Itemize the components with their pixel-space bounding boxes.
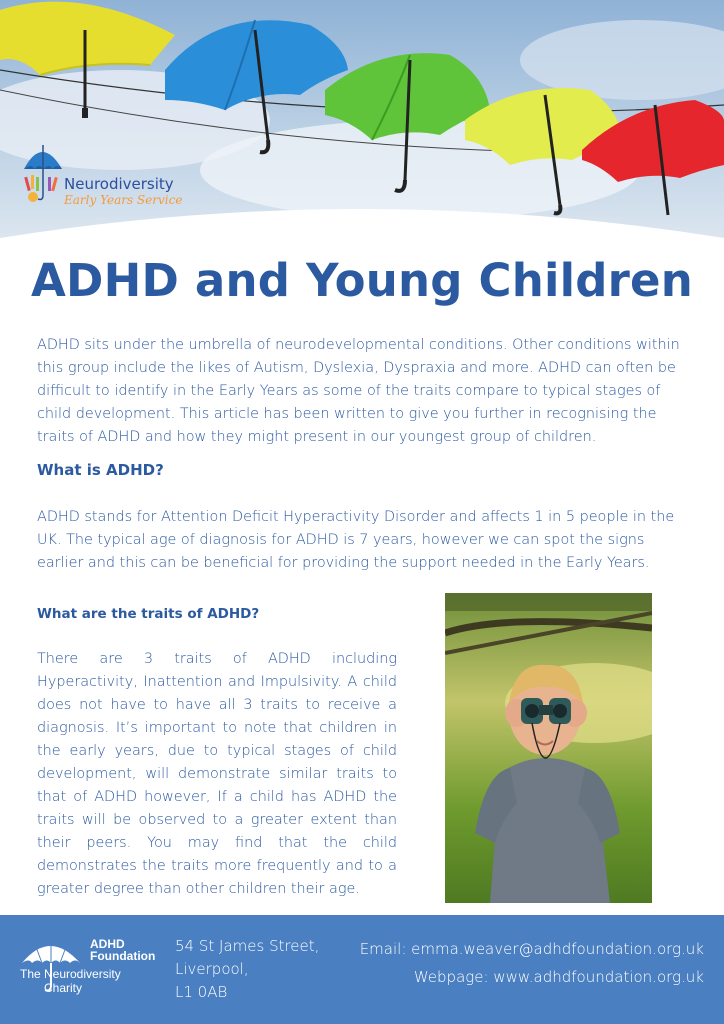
- footer-contact: [360, 935, 704, 991]
- footer-logo-neurodiversity: Neurodiversity: [44, 967, 121, 981]
- footer-address: [175, 935, 319, 1004]
- webpage-link[interactable]: Webpage: www.adhdfoundation.org.uk: [413, 968, 704, 986]
- email-link[interactable]: Email: emma.weaver@adhdfoundation.org.uk: [359, 940, 704, 958]
- what-is-adhd-paragraph: ADHD stands for Attention Deficit Hyperactivity Disorder and affects 1 in 5 people in the UK. The typical age of diagnosis for ADHD is 7 years, however we can spot the signs earlier and this can be beneficial for providing the support needed in the Early Years.: [37, 509, 675, 571]
- header-banner: [0, 0, 724, 250]
- intro-paragraph: ADHD sits under the umbrella of neurodevelopmental conditions. Other conditions within this group include the likes of Autism, Dyslexia, Dyspraxia and more. ADHD can often be difficult to identify in the Early Years as some of the traits compare to typical stages of child development. This article has been written to give you further in recognising the traits of ADHD and how they might present in our youngest group of children.: [37, 337, 680, 445]
- neurodiversity-logo: [20, 135, 220, 215]
- address-line: Liverpool,: [175, 960, 249, 978]
- what-is-adhd-heading: What is ADHD?: [37, 461, 164, 479]
- logo-title: Neurodiversity: [64, 175, 174, 193]
- footer-logo-adhd: ADHD: [90, 937, 125, 951]
- footer-logo-foundation: Foundation: [90, 949, 156, 963]
- page-title: ADHD and Young Children: [31, 254, 693, 307]
- footer-logo-charity: Charity: [44, 981, 83, 995]
- address-line: L1 0AB: [175, 983, 228, 1001]
- adhd-foundation-logo: [16, 933, 156, 1013]
- traits-paragraph: There are 3 traits of ADHD including Hyperactivity, Inattention and Impulsivity. A child does not have to have all 3 traits to receive a diagnosis. It’s important to note that children in the early years, due to typical stages of child development, will demonstrate similar traits to that of ADHD however, If a child has ADHD the traits will be observed to a greater extent than their peers. You may find that the child demonstrates the traits more frequently and to a greater degree than other children their age.: [37, 651, 397, 897]
- traits-heading: What are the traits of ADHD?: [37, 606, 260, 622]
- logo-subtitle: Early Years Service: [64, 193, 183, 207]
- child-binoculars-photo: [445, 593, 652, 903]
- address-line: 54 St James Street,: [175, 937, 320, 955]
- footer: [0, 915, 724, 1024]
- footer-logo-the: The: [20, 967, 41, 981]
- umbrella-hands-icon: [20, 135, 64, 215]
